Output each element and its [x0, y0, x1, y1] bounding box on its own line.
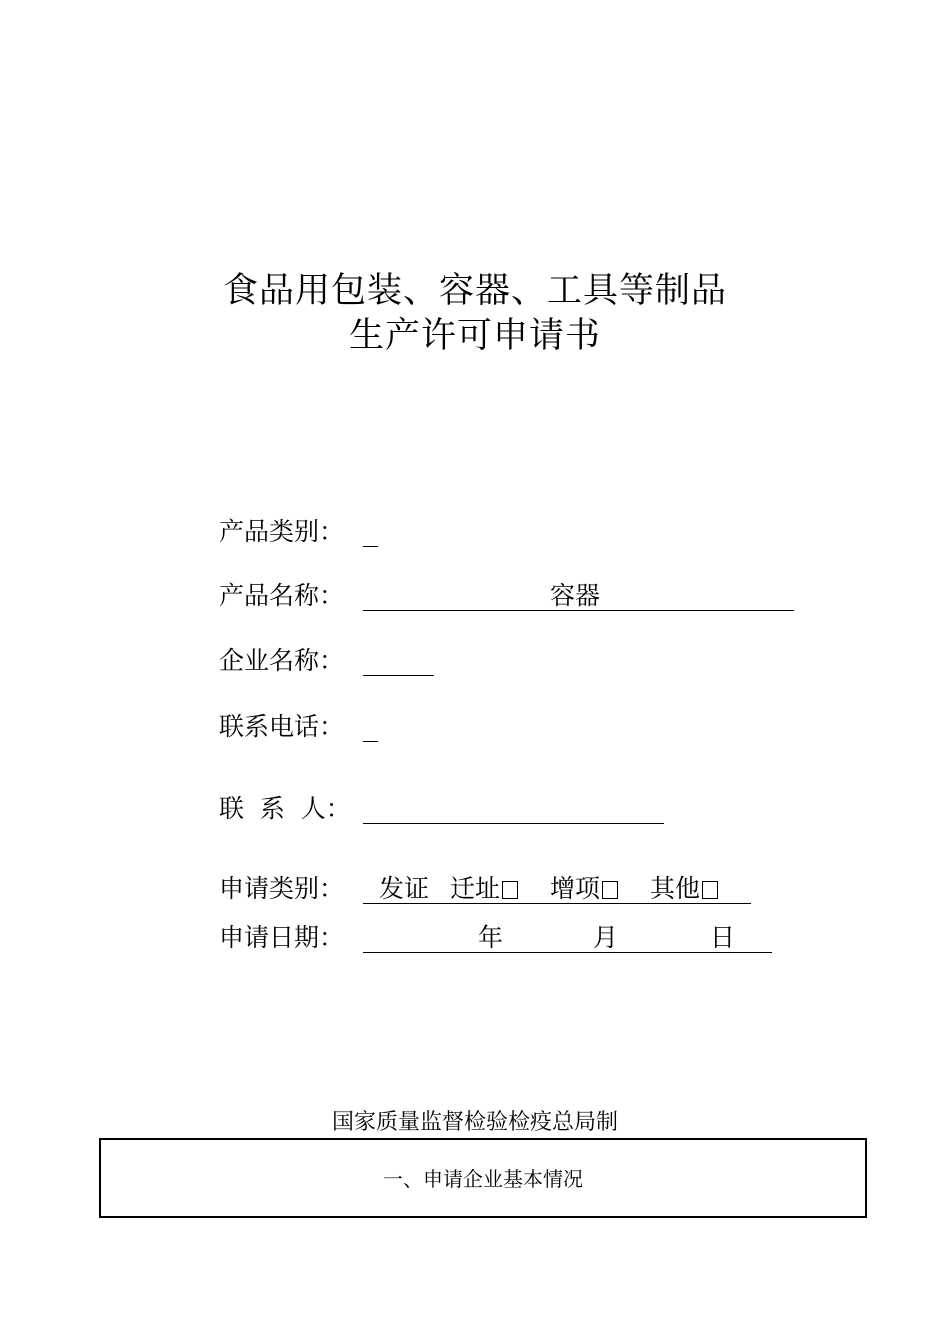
option-add-item[interactable]: [550, 874, 618, 904]
option-add-item-label: 增项: [550, 874, 601, 903]
document-title-line2: 生产许可申请书: [348, 316, 601, 356]
product-name-label: 产品名称：: [219, 581, 345, 610]
product-category-label: 产品类别：: [219, 517, 345, 546]
date-day-unit: 日: [710, 923, 736, 952]
phone-label: 联系电话：: [219, 712, 345, 741]
application-type-field: [363, 874, 751, 904]
option-other[interactable]: [650, 874, 718, 904]
date-year-unit: 年: [478, 923, 504, 952]
company-name-label: 企业名称：: [219, 646, 345, 675]
option-other-label: 其他: [650, 874, 701, 903]
product-name-value: 容器: [550, 581, 601, 610]
product-name-field[interactable]: [363, 581, 794, 611]
option-add-item-checkbox[interactable]: [602, 881, 618, 899]
contact-field[interactable]: [363, 794, 664, 824]
phone-field[interactable]: [363, 712, 378, 742]
product-name-row: [219, 581, 819, 611]
phone-row: [219, 712, 819, 742]
section-box: [99, 1138, 867, 1218]
product-category-field[interactable]: [363, 517, 378, 547]
date-month-unit: 月: [593, 923, 619, 952]
company-name-field[interactable]: [363, 646, 434, 676]
option-other-checkbox[interactable]: [702, 881, 718, 899]
application-date-row: [219, 923, 819, 953]
product-category-row: [219, 517, 819, 547]
application-date-label: 申请日期：: [219, 923, 345, 952]
contact-row: [219, 794, 819, 824]
contact-label: 联 系 人：: [219, 794, 351, 823]
option-issue-label: 发证: [379, 874, 430, 903]
option-relocate-checkbox[interactable]: [502, 881, 518, 899]
company-name-row: [219, 646, 819, 676]
issuer-line: 国家质量监督检验检疫总局制: [331, 1110, 618, 1135]
application-type-row: [219, 874, 819, 904]
application-type-label: 申请类别：: [219, 874, 345, 903]
option-issue[interactable]: [379, 874, 429, 904]
section-heading: 一、申请企业基本情况: [383, 1167, 583, 1191]
option-relocate[interactable]: [450, 874, 518, 904]
application-date-field[interactable]: [363, 923, 772, 953]
document-title-line1: 食品用包装、容器、工具等制品: [222, 271, 727, 311]
option-relocate-label: 迁址: [450, 874, 501, 903]
